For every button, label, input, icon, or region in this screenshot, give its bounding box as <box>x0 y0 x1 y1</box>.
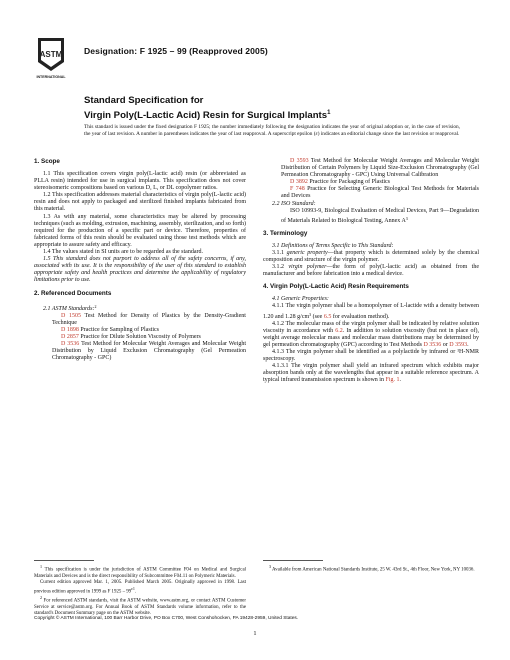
para-1-5: 1.5 This standard does not purport to address all of the safety concerns, if any, associated with its use. It is the responsibility of the user of this standard to establish appropriate safety and health practices and determine the applicability of regulatory limitations prior to use. <box>34 256 246 284</box>
copyright-line: Copyright © ASTM International, 100 Barr Harbor Drive, PO Box C700, West Conshohocken, PA 19428-2959, United States. <box>34 616 299 621</box>
para-4-1-1: 4.1.1 The virgin polymer shall be a homopolymer of L-lactide with a density between 1.20 and 1.28 $g/cm^3$ (see 6.5 for evaluation method). <box>263 303 479 320</box>
para-1-4: 1.4 The values stated in SI units are to be regarded as the standard. <box>43 249 204 256</box>
para-4-1-3-1: 4.1.3.1 The virgin polymer shall yield an infrared spectrum which exhibits major absorption bands only at the wavelengths that appear in a suitable reference spectrum. A typical infrared transmission spectrum is shown in Fig. 1. <box>263 363 479 384</box>
section-heading-requirements: 4. Virgin Poly(L-Lactic Acid) Resin Requirements <box>263 283 409 291</box>
para-1-3: 1.3 As with any material, some characteristics may be altered by processing techniques (such as molding, extrusion, machining, assembly, sterilization, and so forth) required for the production of a specific part or device. Therefore, properties of fabricated forms of this resin should be evaluated using those test methods which are appropriate to assure safety and efficacy. <box>34 213 246 248</box>
para-1-1: 1.1 This specification covers virgin poly(L-lactic acid) resin (or abbreviated as PLLA resin) intended for use in surgical implants. This specification does not cover stereoisomeric compositions based on various D, L, or DL copolymer ratios. <box>34 171 246 192</box>
para-4-1-3: 4.1.3 The virgin polymer shall be identified as a polylactide by infrared or ¹H-NMR spectroscopy. <box>263 348 479 363</box>
reference-link[interactable]: D 1505 <box>61 312 81 319</box>
reference-d1898: D 1898 Practice for Sampling of Plastics <box>61 326 159 333</box>
para-2-1: 2.1 ASTM Standards:$^2$ <box>43 303 97 312</box>
reference-link[interactable]: D 2857 <box>61 333 79 340</box>
reference-link[interactable]: D 1898 <box>61 326 79 333</box>
reference-link[interactable]: D 3593 <box>290 158 309 164</box>
logo-subtext: INTERNATIONAL <box>36 75 66 79</box>
footnote-3: $^3$ Available from American National Standards Institute, 25 W. 43rd St., 4th Floor, New York, NY 10036. <box>269 564 475 573</box>
reference-d3892: D 3892 Practice for Packaging of Plastics <box>290 179 390 186</box>
para-1-2: 1.2 This specification addresses material characteristics of virgin poly(L-lactic acid) resin and does not apply to packaged and sterilized finished implants fabricated from this material. <box>34 192 246 213</box>
reference-link[interactable]: D 3536 <box>423 341 442 348</box>
footnote-2: $^2$ For referenced ASTM standards, visit the ASTM website, www.astm.org, or contact ASTM Customer Service at service@astm.org. For Annual Book of ASTM Standards volume information, refer to the standard's Document Summary page on the ASTM website. <box>34 595 246 616</box>
figure-link[interactable]: Fig. 1 <box>385 377 400 384</box>
reference-link[interactable]: D 3892 <box>290 179 308 186</box>
astm-logo <box>34 36 68 80</box>
reference-d3593: D 3593 Test Method for Molecular Weight Averages and Molecular Weight Distribution of Certain Polymers by Liquid Size-Exclusion Chromatography (Gel Permeation Chromatography - GPC) Using Universal Calibration <box>281 158 479 179</box>
issuance-notice: This standard is issued under the fixed designation F 1925; the number immediately following the designation indicates the year of original adoption or, in the case of revision, the year of last revision. A number in parentheses indicates the year of last reapproval. A superscript epsilon (ε) indicates an editorial change since the last revision or reapproval. <box>84 124 460 137</box>
footnote-rule <box>263 560 323 561</box>
footnote-rule <box>34 560 94 561</box>
reference-d1505: D 1505 Test Method for Density of Plastics by the Density-Gradient Technique <box>52 312 246 326</box>
para-3-1: 3.1 Definitions of Terms Specific to This Standard: <box>272 242 394 249</box>
para-4-1: 4.1 Generic Properties: <box>272 296 329 303</box>
page-number: 1 <box>253 630 257 637</box>
left-column <box>34 158 246 362</box>
para-3-1-1: 3.1.1 generic property—that property which is determined solely by the chemical composition and structure of the virgin polymer. <box>263 249 480 264</box>
para-4-1-2: 4.1.2 The molecular mass of the virgin polymer shall be indicated by relative solution viscosity in accordance with 6.2. In addition to solution viscosity (but not in place of), weight average molecular mass and molecular mass distributions may be determined by gel permeation chromatography (GPC) according to Test Methods D 3536 or D 3593. <box>263 320 479 348</box>
reference-d2857: D 2857 Practice for Dilute Solution Viscosity of Polymers <box>61 333 201 340</box>
para-3-1-2: 3.1.2 virgin polymer—the form of poly(L-lactic acid) as obtained from the manufacturer and before fabrication into a medical device. <box>263 264 480 278</box>
left-footnotes <box>34 560 246 617</box>
document-title <box>84 95 464 122</box>
logo-wordmark: ASTM <box>39 50 63 59</box>
section-heading-scope: 1. Scope <box>34 158 60 165</box>
section-heading-terminology: 3. Terminology <box>263 229 308 237</box>
reference-d3536: D 3536 Test Method for Molecular Weight Averages and Molecular Weight Distribution by Liquid Exclusion Chromatography (Gel Permeation Chromatography - GPC) <box>52 340 246 362</box>
reference-link[interactable]: F 748 <box>290 186 305 193</box>
reference-link[interactable]: D 3593 <box>449 341 468 348</box>
title-line-2: Virgin Poly(L-Lactic Acid) Resin for Surgical Implants$^1$ <box>84 110 331 121</box>
section-heading-referenced-documents: 2. Referenced Documents <box>34 289 112 297</box>
right-column <box>263 158 479 384</box>
para-2-2: 2.2 ISO Standard: <box>272 200 316 207</box>
reference-link[interactable]: D 3536 <box>61 340 80 347</box>
reference-f748: F 748 Practice for Selecting Generic Biological Test Methods for Materials and Devices <box>281 186 479 200</box>
reference-iso-10993-9: ISO 10993-9, Biological Evaluation of Medical Devices, Part 9—Degradation of Materials Related to Biological Testing, Annex $A^3$ <box>281 207 479 224</box>
footnote-1: $^1$ This specification is under the jurisdiction of ASTM Committee F04 on Medical and Surgical Materials and Devices and is the direct responsibility of Subcommittee F04.11 on Polymeric Materials. <box>34 564 246 579</box>
title-line-1: Standard Specification for <box>84 95 204 106</box>
right-footnotes <box>263 560 479 574</box>
designation: Designation: F 1925 – 99 (Reapproved 2005) <box>84 46 268 56</box>
section-link[interactable]: 6.5 <box>323 313 332 320</box>
section-link[interactable]: 6.2 <box>335 327 343 334</box>
footnote-1-edition: Current edition approved Mar. 1, 2005. Published March 2005. Originally approved in 1998. Last previous edition approved in 1999 as F $1925 - 99^{\varepsilon 1}$. <box>34 579 246 595</box>
